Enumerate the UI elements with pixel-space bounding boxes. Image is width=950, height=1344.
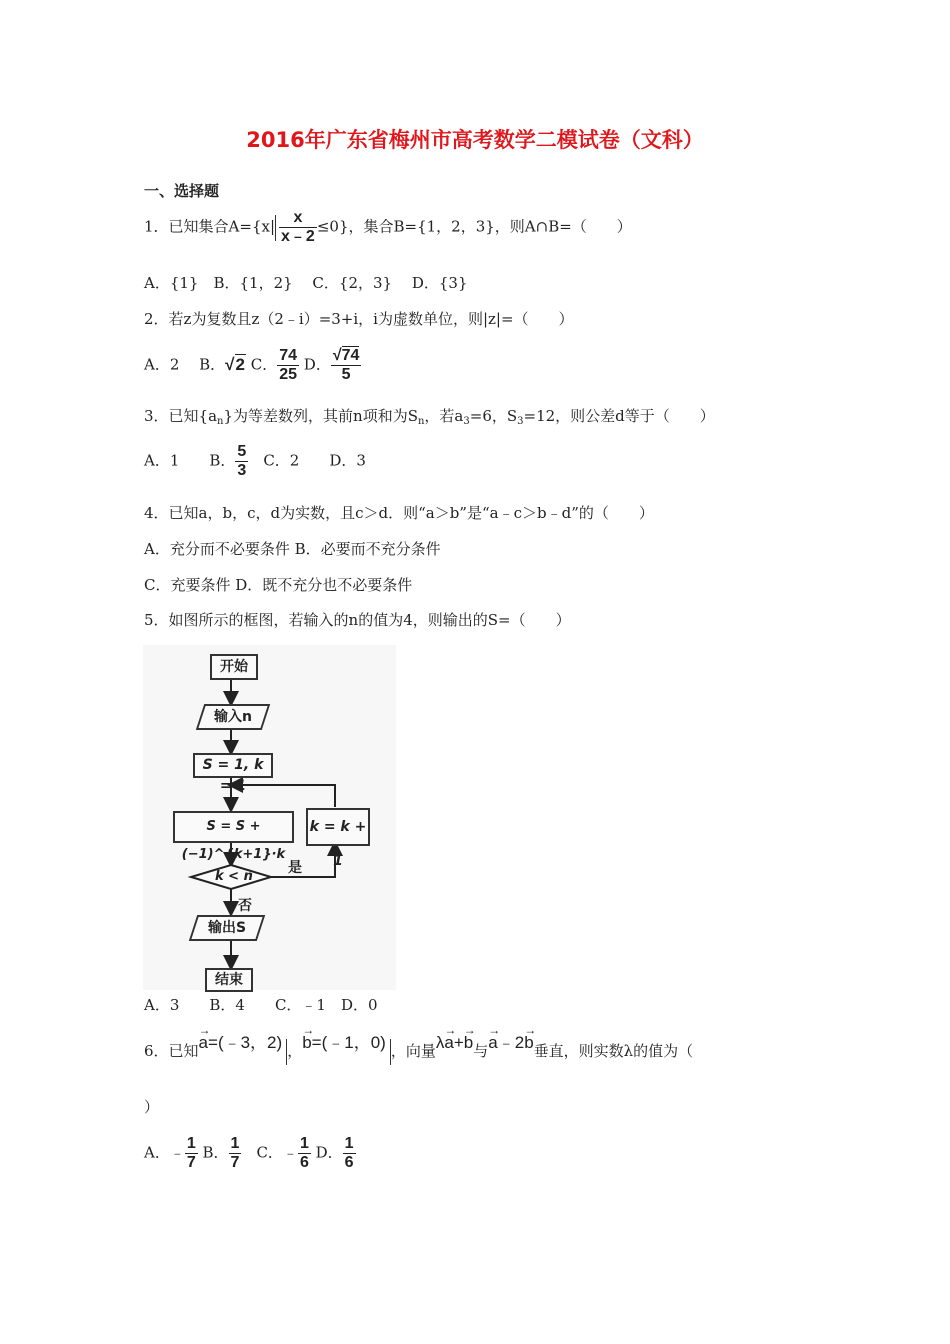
frac-num: 1 — [186, 1135, 196, 1152]
question-4-stem: 4．已知a，b，c，d为实数，且c＞d．则“a＞b”是“a﹣c＞b﹣d”的（ ） — [144, 504, 654, 522]
question-4-options-2: C．充要条件 D．既不充分也不必要条件 — [144, 576, 413, 594]
q6-minus-two: ﹣2 — [497, 1033, 525, 1052]
q3-opt-rest: C．2 D．3 — [248, 451, 366, 470]
condition-label: k < n — [215, 869, 253, 884]
q1-frac-den: x﹣2 — [281, 228, 315, 245]
q1-fraction — [279, 209, 317, 246]
q6-opt-c: C．﹣ — [241, 1143, 298, 1162]
vector-b: → b — [524, 1028, 533, 1058]
q2-opt-d-radicand: 74 — [341, 347, 360, 364]
no-label: 否 — [238, 898, 252, 914]
question-6-options — [144, 1135, 356, 1172]
question-3-options — [144, 443, 366, 480]
question-6-stem: 6．已知→ a=(﹣3，2) ，→ b=(﹣1，0) ，向量λ→ a+→ b与→ a﹣2→ b垂直，则实数λ的值为（ — [144, 1036, 693, 1066]
vector-a: → a — [488, 1028, 497, 1058]
q3-opt-b-den: 3 — [237, 462, 247, 479]
q2-opt-c-den: 25 — [279, 366, 298, 383]
question-3-stem — [144, 406, 715, 432]
start-node: 开始 — [210, 654, 258, 680]
q1-frac-num: x — [279, 209, 317, 228]
q3-opt-b-num: 5 — [237, 443, 247, 460]
q2-opt-c-num: 74 — [279, 347, 298, 364]
q6-a-value: =(﹣3，2) — [208, 1033, 283, 1052]
question-6-close: ） — [144, 1098, 160, 1116]
q3-sub: 3 — [463, 416, 470, 427]
question-4-options-1: A．充分而不必要条件 B．必要而不充分条件 — [144, 540, 441, 558]
frac-den: 6 — [299, 1154, 309, 1171]
question-5-stem: 5．如图所示的框图，若输入的n的值为4，则输出的S=（ ） — [144, 611, 571, 629]
input-node — [196, 704, 270, 730]
q6-opt-d-frac — [343, 1135, 356, 1172]
q2-opt-b-sqrt: √2 — [225, 354, 245, 374]
q6-opt-b: B． — [197, 1143, 229, 1162]
q6-opt-a-frac — [185, 1135, 198, 1172]
q6-a-def — [199, 1033, 283, 1052]
frac-den: 7 — [186, 1154, 196, 1171]
q2-opt-d-den: 5 — [341, 366, 351, 383]
init-node: S = 1, k = 1 — [193, 753, 273, 778]
question-5-options: A．3 B．4 C．﹣1 D．0 — [144, 996, 378, 1014]
q2-opt-c-label: C． — [245, 355, 278, 374]
frac-num: 1 — [299, 1135, 309, 1152]
frac-den: 6 — [344, 1154, 354, 1171]
q3-opt-b-frac — [235, 443, 248, 480]
q6-opt-c-frac — [298, 1135, 311, 1172]
q6-expr2 — [488, 1033, 533, 1052]
frac-den: 7 — [230, 1154, 240, 1171]
q3-sub: n — [417, 416, 425, 427]
update-k-node: k = k + 1 — [306, 808, 370, 846]
q6-opt-d: D． — [310, 1143, 343, 1162]
q6-expr1: λ→ a+→ b — [436, 1033, 473, 1052]
vector-b: → b — [302, 1028, 311, 1058]
flowchart — [143, 645, 396, 990]
vector-a: → a — [444, 1028, 453, 1058]
q6-b-def — [302, 1033, 386, 1052]
question-2-options — [144, 347, 361, 384]
q2-opt-d-num: √74 — [332, 347, 360, 364]
input-label: 输入n — [214, 709, 252, 725]
q6-opt-a: A．﹣ — [144, 1143, 185, 1162]
vector-b: → b — [464, 1028, 473, 1058]
q1-suffix: ≤0}，集合B={1，2，3}，则A∩B=（ ） — [316, 217, 632, 236]
q6-b-value: =(﹣1，0) — [311, 1033, 386, 1052]
q6-mid: ，向量 — [390, 1042, 436, 1060]
frac-num: 1 — [230, 1135, 240, 1152]
output-label: 输出S — [207, 920, 247, 936]
question-1-stem — [144, 209, 632, 246]
q3-part: 3．已知{a — [144, 407, 218, 425]
q3-part: }为等差数列，其前n项和为S — [223, 407, 418, 425]
yes-label: 是 — [288, 860, 302, 876]
page-title: 2016年广东省梅州市高考数学二模试卷（文科） — [246, 128, 704, 152]
q3-part: =12，则公差d等于（ ） — [523, 407, 715, 425]
q3-part: =6，S — [469, 407, 518, 425]
section-heading: 一、选择题 — [144, 182, 220, 200]
vector-a: → a — [199, 1028, 208, 1058]
q2-opt-d-label: D． — [299, 355, 331, 374]
q2-opt-b-radicand: 2 — [235, 354, 245, 374]
q3-sub: 3 — [517, 416, 524, 427]
q2-opt-c-frac — [277, 347, 299, 384]
q3-sub: n — [217, 416, 224, 427]
end-node: 结束 — [205, 968, 253, 992]
q6-and: 与 — [473, 1042, 489, 1060]
q6-opt-b-frac — [229, 1135, 242, 1172]
q3-part: ，若a — [424, 407, 464, 425]
q1-prefix: 1．已知集合A={x| — [144, 217, 276, 236]
update-s-node: S = S + (−1)^{k+1}·k — [173, 811, 294, 843]
q2-opt-d-frac — [331, 347, 362, 384]
question-2-stem: 2．若z为复数且z（2﹣i）=3+i，i为虚数单位，则|z|=（ ） — [144, 310, 574, 328]
q2-opt-a: A．2 B． — [144, 355, 226, 374]
q6-prefix: 6．已知 — [144, 1042, 199, 1060]
abs-bar — [275, 215, 276, 241]
question-1-options: A．{1} B．{1，2} C．{2，3} D．{3} — [144, 274, 468, 292]
output-node — [189, 915, 265, 941]
frac-num: 1 — [344, 1135, 354, 1152]
lambda: λ — [435, 1033, 445, 1052]
q3-opt-a: A．1 B． — [144, 451, 236, 470]
q6-suffix: 垂直，则实数λ的值为（ — [533, 1042, 694, 1060]
